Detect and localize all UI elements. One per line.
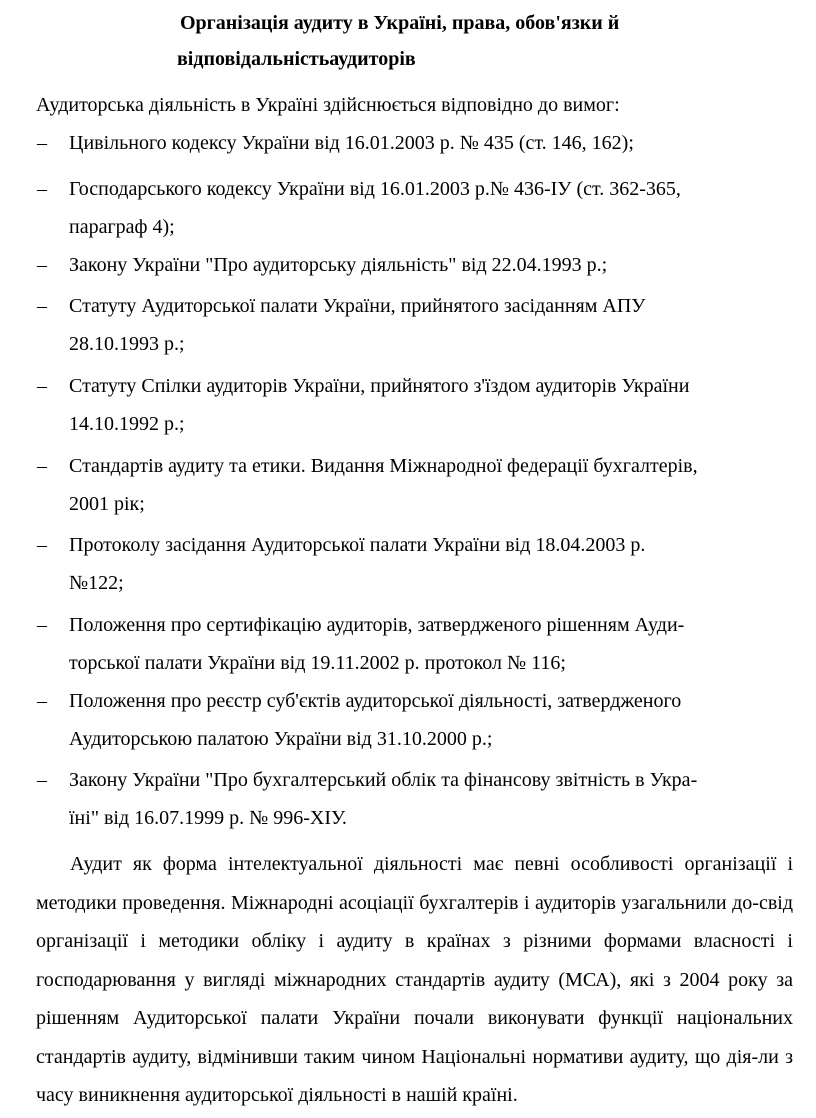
list-item-text-continued: параграф 4);	[69, 216, 175, 238]
document-title-line-2: відповідальністьаудиторів	[177, 48, 416, 70]
body-paragraph: Аудит як форма інтелектуальної діяльності має певні особливості організації і методики проведення. Міжнародні асоціації бухгалтерів і аудиторів узагальнили до-свід організації і методики обліку і аудиту в країнах з різними формами власності і господарювання у вигляді міжнародних стандартів аудиту (МСА), які з 2004 року за рішенням Аудиторської палати України почали виконувати функції національних стандартів аудиту, відмінивши таким чином Національні нормативи аудиту, що дія-ли з часу виникнення аудиторської діяльності в нашій країні.	[36, 853, 793, 1106]
list-dash: –	[37, 769, 47, 791]
list-item-text-continued: Аудиторською палатою України від 31.10.2000 р.;	[69, 728, 493, 750]
list-item-text: Положення про реєстр суб'єктів аудиторської діяльності, затвердженого	[69, 690, 682, 712]
list-item-text-continued: №122;	[69, 572, 124, 594]
list-dash: –	[37, 178, 47, 200]
list-item-text: Господарського кодексу України від 16.01.2003 р.№ 436-ІУ (ст. 362-365,	[69, 178, 681, 200]
list-dash: –	[37, 534, 47, 556]
list-dash: –	[37, 614, 47, 636]
list-item-text-continued: торської палати України від 19.11.2002 р. протокол № 116;	[69, 652, 566, 674]
list-dash: –	[37, 690, 47, 712]
list-dash: –	[37, 455, 47, 477]
list-item-text-continued: 2001 рік;	[69, 493, 145, 515]
list-dash: –	[37, 295, 47, 317]
list-item-text-continued: 28.10.1993 р.;	[69, 333, 185, 355]
document-title-line-1: Організація аудиту в Україні, права, обов'язки й	[180, 12, 620, 34]
list-item-text: Статуту Спілки аудиторів України, прийнятого з'їздом аудиторів України	[69, 375, 690, 397]
list-dash: –	[37, 132, 47, 154]
list-item-text: Протоколу засідання Аудиторської палати України від 18.04.2003 р.	[69, 534, 646, 556]
list-item-text-continued: 14.10.1992 р.;	[69, 413, 185, 435]
list-dash: –	[37, 375, 47, 397]
list-item-text: Статуту Аудиторської палати України, прийнятого засіданням АПУ	[69, 295, 646, 317]
intro-text: Аудиторська діяльність в Україні здійснюється відповідно до вимог:	[36, 94, 620, 116]
list-dash: –	[37, 254, 47, 276]
list-item-text: Закону України "Про аудиторську діяльність" від 22.04.1993 р.;	[69, 254, 608, 276]
list-item-text: Стандартів аудиту та етики. Видання Міжнародної федерації бухгалтерів,	[69, 455, 698, 477]
list-item-text: Положення про сертифікацію аудиторів, затвердженого рішенням Ауди-	[69, 614, 685, 636]
list-item-text: Закону України "Про бухгалтерський облік та фінансову звітність в Укра-	[69, 769, 698, 791]
list-item-text-continued: їні" від 16.07.1999 р. № 996-ХІУ.	[69, 807, 347, 829]
list-item-text: Цивільного кодексу України від 16.01.2003 р. № 435 (ст. 146, 162);	[69, 132, 634, 154]
